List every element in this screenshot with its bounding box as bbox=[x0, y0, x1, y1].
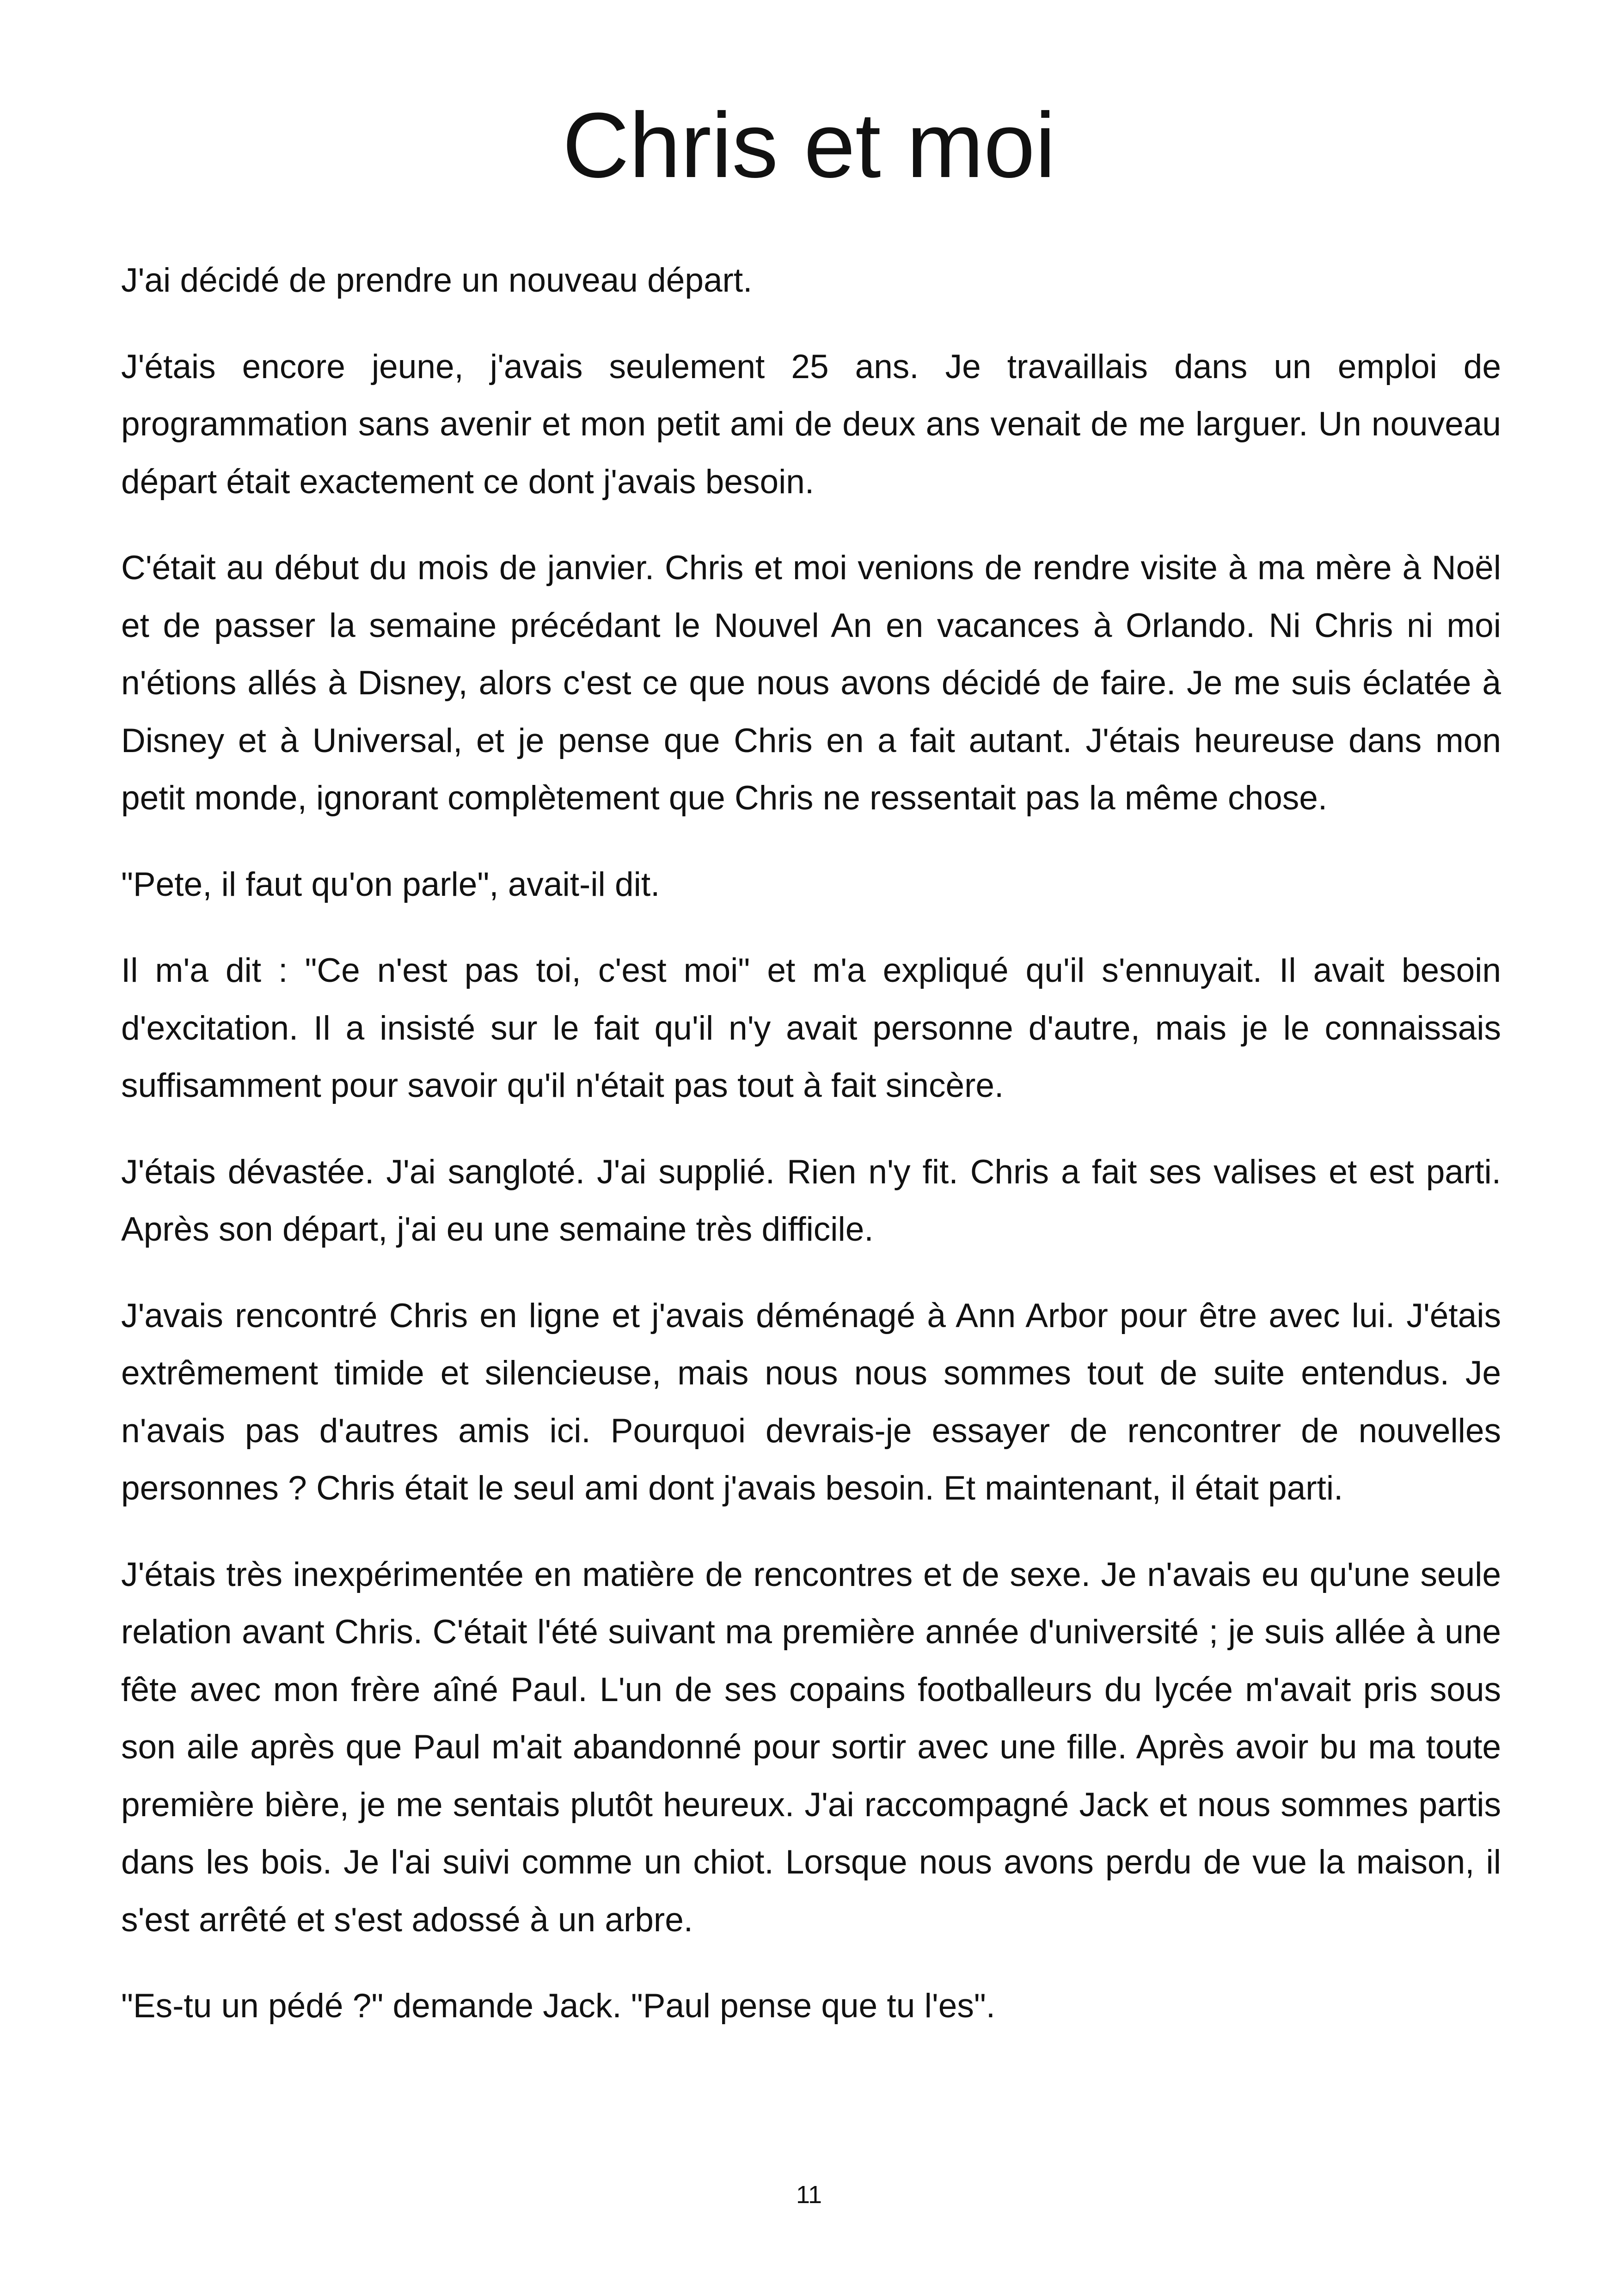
body-text bbox=[121, 252, 1501, 2064]
paragraph-7: J'avais rencontré Chris en ligne et j'avais déménagé à Ann Arbor pour être avec lui. J'étais extrêmement timide et silencieuse, mais nous nous sommes tout de suite entendus. Je n'avais pas d'autres amis ici. Pourquoi devrais-je essayer de rencontrer de nouvelles personnes ? Chris était le seul ami dont j'avais besoin. Et maintenant, il était parti. bbox=[121, 1297, 1501, 1507]
page-title: Chris et moi bbox=[562, 94, 1056, 197]
paragraph-9: "Es-tu un pédé ?" demande Jack. "Paul pense que tu l'es". bbox=[121, 1987, 996, 2025]
paragraph-5: Il m'a dit : "Ce n'est pas toi, c'est moi" et m'a expliqué qu'il s'ennuyait. Il avait besoin d'excitation. Il a insisté sur le fait qu'il n'y avait personne d'autre, mais je le connaissais suffisamment pour savoir qu'il n'était pas tout à fait sincère. bbox=[121, 952, 1501, 1104]
paragraph-1: J'ai décidé de prendre un nouveau départ. bbox=[121, 262, 753, 299]
page-number: 11 bbox=[796, 2181, 822, 2209]
paragraph-2: J'étais encore jeune, j'avais seulement 25 ans. Je travaillais dans un emploi de programmation sans avenir et mon petit ami de deux ans venait de me larguer. Un nouveau départ était exactement ce dont j'avais besoin. bbox=[121, 348, 1501, 501]
paragraph-4: "Pete, il faut qu'on parle", avait-il dit. bbox=[121, 865, 660, 903]
paragraph-8: J'étais très inexpérimentée en matière de rencontres et de sexe. Je n'avais eu qu'une seule relation avant Chris. C'était l'été suivant ma première année d'université ; je suis allée à une fête avec mon frère aîné Paul. L'un de ses copains footballeurs du lycée m'avait pris sous son aile après que Paul m'ait abandonné pour sortir avec une fille. Après avoir bu ma toute première bière, je me sentais plutôt heureux. J'ai raccompagné Jack et nous sommes partis dans les bois. Je l'ai suivi comme un chiot. Lorsque nous avons perdu de vue la maison, il s'est arrêté et s'est adossé à un arbre. bbox=[121, 1555, 1501, 1939]
paragraph-6: J'étais dévastée. J'ai sangloté. J'ai supplié. Rien n'y fit. Chris a fait ses valises et est parti. Après son départ, j'ai eu une semaine très difficile. bbox=[121, 1153, 1501, 1248]
paragraph-3: C'était au début du mois de janvier. Chris et moi venions de rendre visite à ma mère à Noël et de passer la semaine précédant le Nouvel An en vacances à Orlando. Ni Chris ni moi n'étions allés à Disney, alors c'est ce que nous avons décidé de faire. Je me suis éclatée à Disney et à Universal, et je pense que Chris en a fait autant. J'étais heureuse dans mon petit monde, ignorant complètement que Chris ne ressentait pas la même chose. bbox=[121, 549, 1501, 817]
